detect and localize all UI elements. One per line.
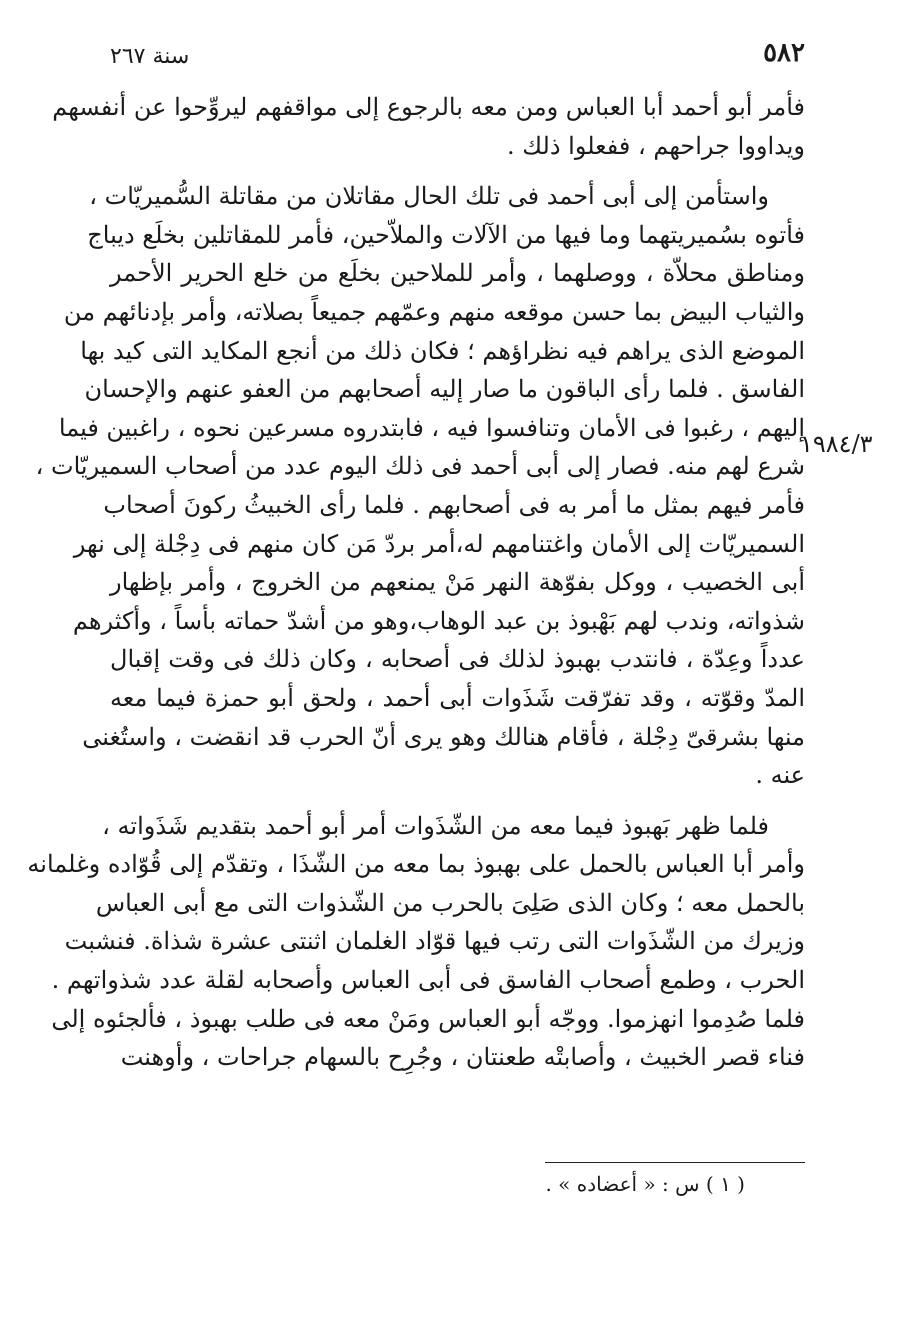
page-header <box>110 38 805 78</box>
text-line: فأتوه بسُميريتهما وما فيها من الآلات والملاّحين، فأمر للمقاتلين بخلَع ديباج <box>87 220 805 249</box>
text-line: منها بشرقىّ دِجْلة ، فأقام هنالك وهو يرى أنّ الحرب قد انقضت ، واستُغنى <box>82 722 805 751</box>
text-line: شرع لهم منه. فصار إلى أبى أحمد فى ذلك اليوم عدد من أصحاب السميريّات ، <box>35 452 805 481</box>
text-line: إليهم ، رغبوا فى الأمان وتنافسوا فيه ، فابتدروه مسرعين نحوه ، راغبين فيما <box>58 413 805 442</box>
text-line: الموضع الذى يراهم فيه نظراؤهم ؛ فكان ذلك من أنجع المكايد التى كيد بها <box>80 336 805 365</box>
text-line: السميريّات إلى الأمان واغتنامهم له،أمر بردّ مَن كان منهم فى دِجْلة إلى نهر <box>73 529 805 558</box>
text-line: أبى الخصيب ، ووكل بفوّهة النهر مَنْ يمنعهم من الخروج ، وأمر بإظهار <box>110 568 805 597</box>
text-line: وزيرك من الشّذَوات التى رتب فيها قوّاد الغلمان اثنتى عشرة شذاة. فنشبت <box>64 927 805 956</box>
text-line: الفاسق . فلما رأى الباقون ما صار إليه أصحابهم من العفو عنهم والإحسان <box>84 375 805 404</box>
text-line: فناء قصر الخبيث ، وأصابتْه طعنتان ، وجُرِح بالسهام جراحات ، وأوهنت <box>120 1043 805 1072</box>
footnote: ( ١ ) س : « أعضاده » . <box>545 1172 745 1196</box>
text-line: عنه . <box>755 761 805 790</box>
text-line: فأمر فيهم بمثل ما أمر به فى أصحابهم . فلما رأى الخبيثُ ركونَ أصحاب <box>103 490 805 519</box>
footnote-rule <box>545 1162 805 1163</box>
text-line: بالحمل معه ؛ وكان الذى صَلِىَ بالحرب من الشّذوات التى مع أبى العباس <box>95 888 805 917</box>
text-line: المدّ وقوّته ، وقد تفرّقت شَذَوات أبى أحمد ، ولحق أبو حمزة فيما معه <box>110 683 805 712</box>
text-line: ومناطق محلاّة ، ووصلهما ، وأمر للملاحين بخلَع من خلع الحرير الأحمر <box>110 259 805 288</box>
text-line: واستأمن إلى أبى أحمد فى تلك الحال مقاتلان من مقاتلة السُّميريّات ، <box>89 182 769 211</box>
text-line: فلما صُدِموا انهزموا. ووجّه أبو العباس ومَنْ معه فى طلب بهبوذ ، فألجئوه إلى <box>51 1004 805 1033</box>
text-line: ويداووا جراحهم ، ففعلوا ذلك . <box>507 131 805 160</box>
text-line: وأمر أبا العباس بالحمل على بهبوذ بما معه من الشّذَا ، وتقدّم إلى قُوّاده وغلمانه <box>27 850 805 879</box>
running-head: سنة ٢٦٧ <box>110 44 190 69</box>
text-line: فلما ظهر بَهبوذ فيما معه من الشّذَوات أمر أبو أحمد بتقديم شَذَواته ، <box>102 811 769 840</box>
paragraph <box>27 807 805 1077</box>
text-line: شذواته، وندب لهم بَهْبوذ بن عبد الوهاب،وهو من أشدّ حماته بأساً ، وأكثرهم <box>72 606 805 635</box>
page-number: ٥٨٢ <box>763 38 805 68</box>
text-line: عدداً وعِدّة ، فانتدب بهبوذ لذلك فى أصحابه ، وكان ذلك فى وقت إقبال <box>110 645 805 674</box>
text-line: فأمر أبو أحمد أبا العباس ومن معه بالرجوع إلى مواقفهم ليروِّحوا عن أنفسهم <box>52 93 805 121</box>
text-line: الحرب ، وطمع أصحاب الفاسق فى أبى العباس وأصحابه لقلة عدد شذواتهم . <box>51 966 805 995</box>
paragraph <box>52 88 805 165</box>
text-line: والثياب البيض بما حسن موقعه منهم وعمّهم جميعاً بصلاته، وأمر بإدنائهم من <box>63 297 805 326</box>
paragraph <box>35 177 805 795</box>
body-text <box>27 88 805 1089</box>
margin-reference: ١٩٨٤/٣ <box>800 430 873 458</box>
